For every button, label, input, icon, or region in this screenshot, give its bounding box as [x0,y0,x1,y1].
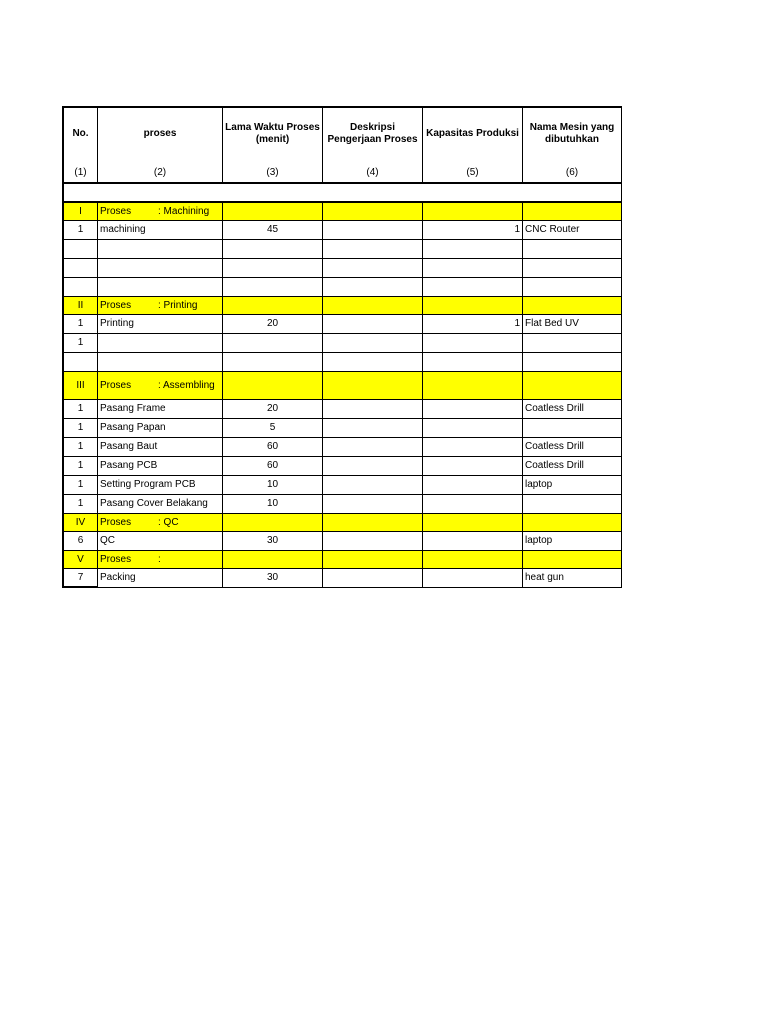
section-title [98,551,223,569]
table-body [62,203,622,588]
cell-kapasitas [423,334,523,353]
cell-mesin: laptop [523,476,622,495]
header-proses: proses (2) [98,106,223,184]
table-row [62,419,622,438]
cell-deskripsi [323,353,423,372]
cell-kapasitas: 1 [423,315,523,334]
cell-waktu: 5 [223,419,323,438]
cell-proses: QC [98,532,223,551]
cell-kapasitas: 1 [423,221,523,240]
cell-mesin: Coatless Drill [523,400,622,419]
cell-waktu: 60 [223,438,323,457]
cell-proses: Setting Program PCB [98,476,223,495]
cell-mesin: heat gun [523,569,622,588]
cell-kapasitas [423,278,523,297]
cell-deskripsi [323,400,423,419]
table-row [62,438,622,457]
cell-waktu [223,278,323,297]
section-number: V [62,551,98,569]
table-row [62,240,622,259]
cell-proses [98,240,223,259]
section-row [62,297,622,315]
cell-waktu [223,259,323,278]
cell-waktu: 20 [223,315,323,334]
cell-deskripsi [323,495,423,514]
section-label: Proses [100,205,132,217]
cell-mesin [523,495,622,514]
table-row [62,495,622,514]
cell-proses: Pasang Cover Belakang [98,495,223,514]
cell-proses [98,278,223,297]
cell-no: 7 [62,569,98,588]
section-number: II [62,297,98,315]
table-row [62,532,622,551]
cell-waktu: 60 [223,457,323,476]
cell-proses: Packing [98,569,223,588]
section-number: III [62,372,98,400]
table-row [62,569,622,588]
section-title [98,372,223,400]
cell-proses [98,353,223,372]
cell-no [62,278,98,297]
cell-deskripsi [323,457,423,476]
section-title [98,203,223,221]
cell-kapasitas [423,353,523,372]
section-row [62,372,622,400]
cell-no: 1 [62,315,98,334]
cell-mesin [523,419,622,438]
table-row [62,278,622,297]
cell-mesin: Coatless Drill [523,438,622,457]
cell-kapasitas [423,400,523,419]
section-row [62,551,622,569]
cell-waktu: 30 [223,532,323,551]
cell-no: 1 [62,419,98,438]
process-table [62,106,622,588]
cell-waktu [223,240,323,259]
cell-no: 1 [62,221,98,240]
header-row [62,106,622,184]
section-name: : Printing [158,299,198,311]
cell-mesin [523,353,622,372]
cell-deskripsi [323,240,423,259]
cell-proses: machining [98,221,223,240]
section-title [98,514,223,532]
table-row [62,334,622,353]
cell-mesin [523,259,622,278]
section-label: Proses [100,299,132,311]
cell-proses [98,259,223,278]
section-name: : Machining [158,205,210,217]
cell-mesin [523,334,622,353]
cell-no: 1 [62,457,98,476]
cell-no: 1 [62,400,98,419]
cell-no [62,240,98,259]
cell-deskripsi [323,419,423,438]
cell-waktu: 10 [223,495,323,514]
cell-kapasitas [423,438,523,457]
cell-mesin: CNC Router [523,221,622,240]
cell-waktu: 45 [223,221,323,240]
cell-kapasitas [423,495,523,514]
cell-no: 1 [62,476,98,495]
cell-deskripsi [323,259,423,278]
cell-no: 1 [62,334,98,353]
cell-waktu [223,353,323,372]
header-deskripsi: Deskripsi Pengerjaan Proses (4) [323,106,423,184]
cell-proses: Pasang Papan [98,419,223,438]
table-row [62,400,622,419]
cell-proses: Pasang PCB [98,457,223,476]
cell-deskripsi [323,476,423,495]
cell-deskripsi [323,569,423,588]
cell-deskripsi [323,334,423,353]
table-row [62,476,622,495]
cell-no [62,353,98,372]
cell-waktu: 10 [223,476,323,495]
cell-mesin: Flat Bed UV [523,315,622,334]
section-name: : [158,553,161,565]
table-row [62,221,622,240]
cell-kapasitas [423,476,523,495]
cell-kapasitas [423,569,523,588]
cell-waktu: 20 [223,400,323,419]
cell-no: 1 [62,495,98,514]
table-row [62,259,622,278]
cell-proses [98,334,223,353]
cell-proses: Printing [98,315,223,334]
section-label: Proses [100,516,132,528]
cell-mesin: laptop [523,532,622,551]
table-row [62,353,622,372]
section-number: I [62,203,98,221]
cell-no: 6 [62,532,98,551]
cell-deskripsi [323,278,423,297]
cell-mesin [523,278,622,297]
section-name: : Assembling [158,379,215,391]
cell-mesin [523,240,622,259]
section-title [98,297,223,315]
header-no: No. (1) [62,106,98,184]
section-label: Proses [100,553,132,565]
header-mesin: Nama Mesin yang dibutuhkan (6) [523,106,622,184]
cell-deskripsi [323,221,423,240]
cell-no [62,259,98,278]
cell-kapasitas [423,240,523,259]
section-name: : QC [158,516,179,528]
cell-kapasitas [423,259,523,278]
section-number: IV [62,514,98,532]
section-row [62,203,622,221]
cell-no: 1 [62,438,98,457]
spacer-row [62,184,622,203]
cell-proses: Pasang Baut [98,438,223,457]
cell-mesin: Coatless Drill [523,457,622,476]
cell-waktu: 30 [223,569,323,588]
section-row [62,514,622,532]
cell-deskripsi [323,315,423,334]
cell-waktu [223,334,323,353]
header-lama-waktu: Lama Waktu Proses (menit) (3) [223,106,323,184]
section-label: Proses [100,379,132,391]
cell-kapasitas [423,457,523,476]
header-kapasitas: Kapasitas Produksi (5) [423,106,523,184]
table-row [62,457,622,476]
cell-deskripsi [323,532,423,551]
cell-deskripsi [323,438,423,457]
cell-kapasitas [423,419,523,438]
cell-kapasitas [423,532,523,551]
table-row [62,315,622,334]
cell-proses: Pasang Frame [98,400,223,419]
